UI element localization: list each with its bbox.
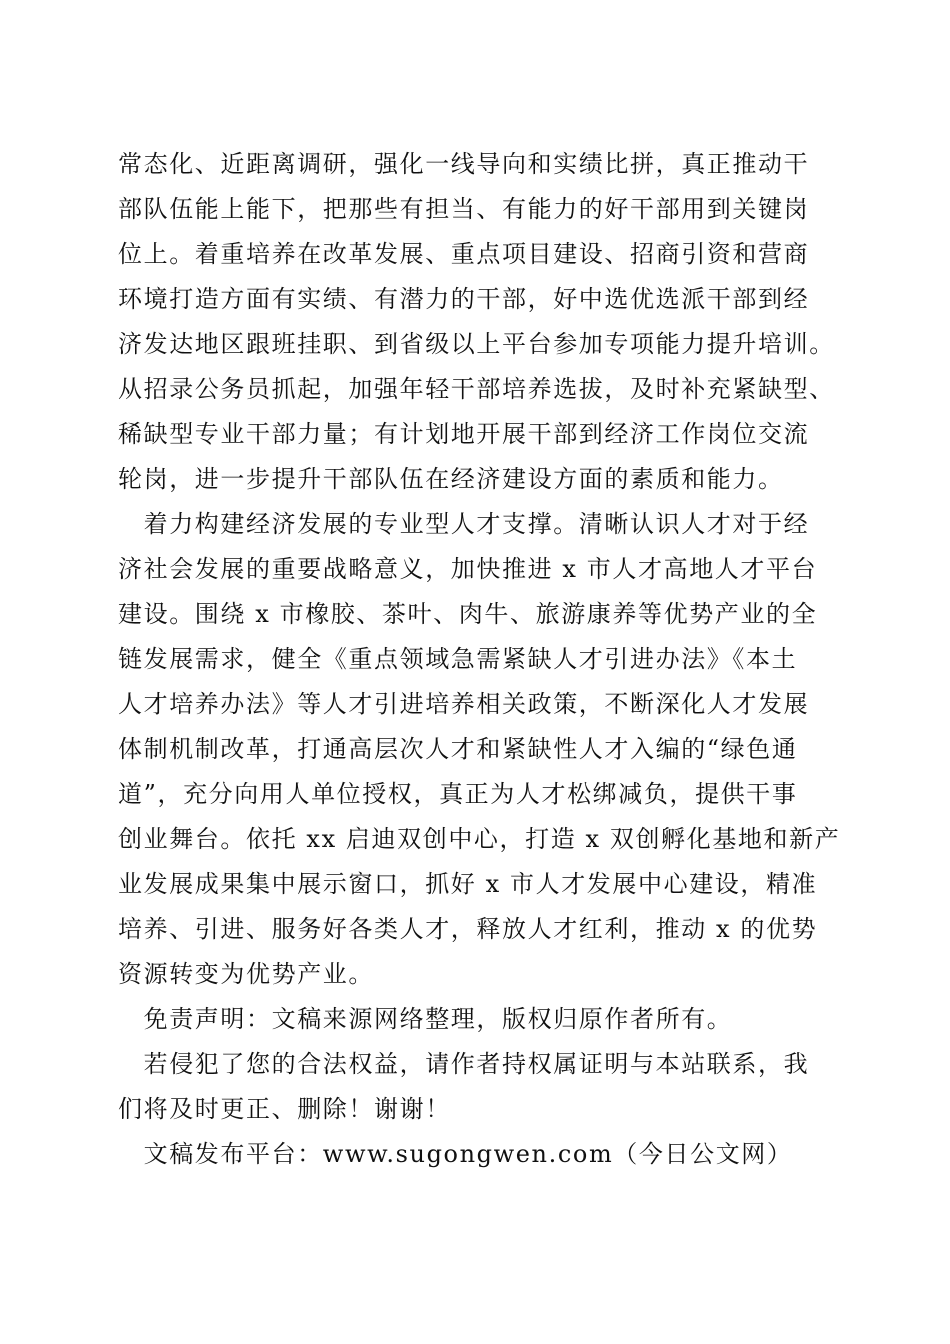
text-line: 稀缺型专业干部力量；有计划地开展干部到经济工作岗位交流 xyxy=(118,420,810,448)
text-line: 轮岗，进一步提升干部队伍在经济建设方面的素质和能力。 xyxy=(118,465,784,493)
text-line: 业发展成果集中展示窗口，抓好 x 市人才发展中心建设，精准 xyxy=(118,870,818,898)
text-line: 位上。着重培养在改革发展、重点项目建设、招商引资和营商 xyxy=(118,240,810,268)
text-line: 济社会发展的重要战略意义，加快推进 x 市人才高地人才平台 xyxy=(118,555,818,583)
text-line: 济发达地区跟班挂职、到省级以上平台参加专项能力提升培训。 xyxy=(118,330,835,358)
text-line: 若侵犯了您的合法权益，请作者持权属证明与本站联系，我 xyxy=(118,1050,810,1078)
text-line: 免责声明：文稿来源网络整理，版权归原作者所有。 xyxy=(118,1005,733,1033)
text-line: 常态化、近距离调研，强化一线导向和实绩比拼，真正推动干 xyxy=(118,150,810,178)
text-line: 创业舞台。依托 xx 启迪双创中心，打造 x 双创孵化基地和新产 xyxy=(118,825,841,853)
paragraph-cadre-training xyxy=(118,142,838,502)
text-line: 资源转变为优势产业。 xyxy=(118,960,374,988)
paragraph-infringement-notice xyxy=(118,1042,838,1132)
text-line: 人才培养办法》等人才引进培养相关政策，不断深化人才发展 xyxy=(118,690,810,718)
text-line: 建设。围绕 x 市橡胶、茶叶、肉牛、旅游康养等优势产业的全 xyxy=(118,600,818,628)
text-line: 链发展需求，健全《重点领域急需紧缺人才引进办法》《本土 xyxy=(118,645,798,673)
document-body xyxy=(118,142,841,1177)
text-line: 体制机制改革，打通高层次人才和紧缺性人才入编的“绿色通 xyxy=(118,735,798,763)
text-line: 道”，充分向用人单位授权，真正为人才松绑减负，提供干事 xyxy=(118,780,798,808)
paragraph-disclaimer xyxy=(118,997,838,1042)
text-line: 从招录公务员抓起，加强年轻干部培养选拔，及时补充紧缺型、 xyxy=(118,375,835,403)
text-line: 们将及时更正、删除！谢谢！ xyxy=(118,1095,451,1123)
text-line: 培养、引进、服务好各类人才，释放人才红利，推动 x 的优势 xyxy=(118,915,818,943)
paragraph-talent-support xyxy=(118,502,841,997)
text-line: 着力构建经济发展的专业型人才支撑。清晰认识人才对于经 xyxy=(118,510,810,538)
text-line: 部队伍能上能下，把那些有担当、有能力的好干部用到关键岗 xyxy=(118,195,810,223)
text-line: 文稿发布平台：www.sugongwen.com（今日公文网） xyxy=(118,1140,793,1168)
text-line: 环境打造方面有实绩、有潜力的干部，好中选优选派干部到经 xyxy=(118,285,810,313)
paragraph-publish-platform xyxy=(118,1132,838,1177)
